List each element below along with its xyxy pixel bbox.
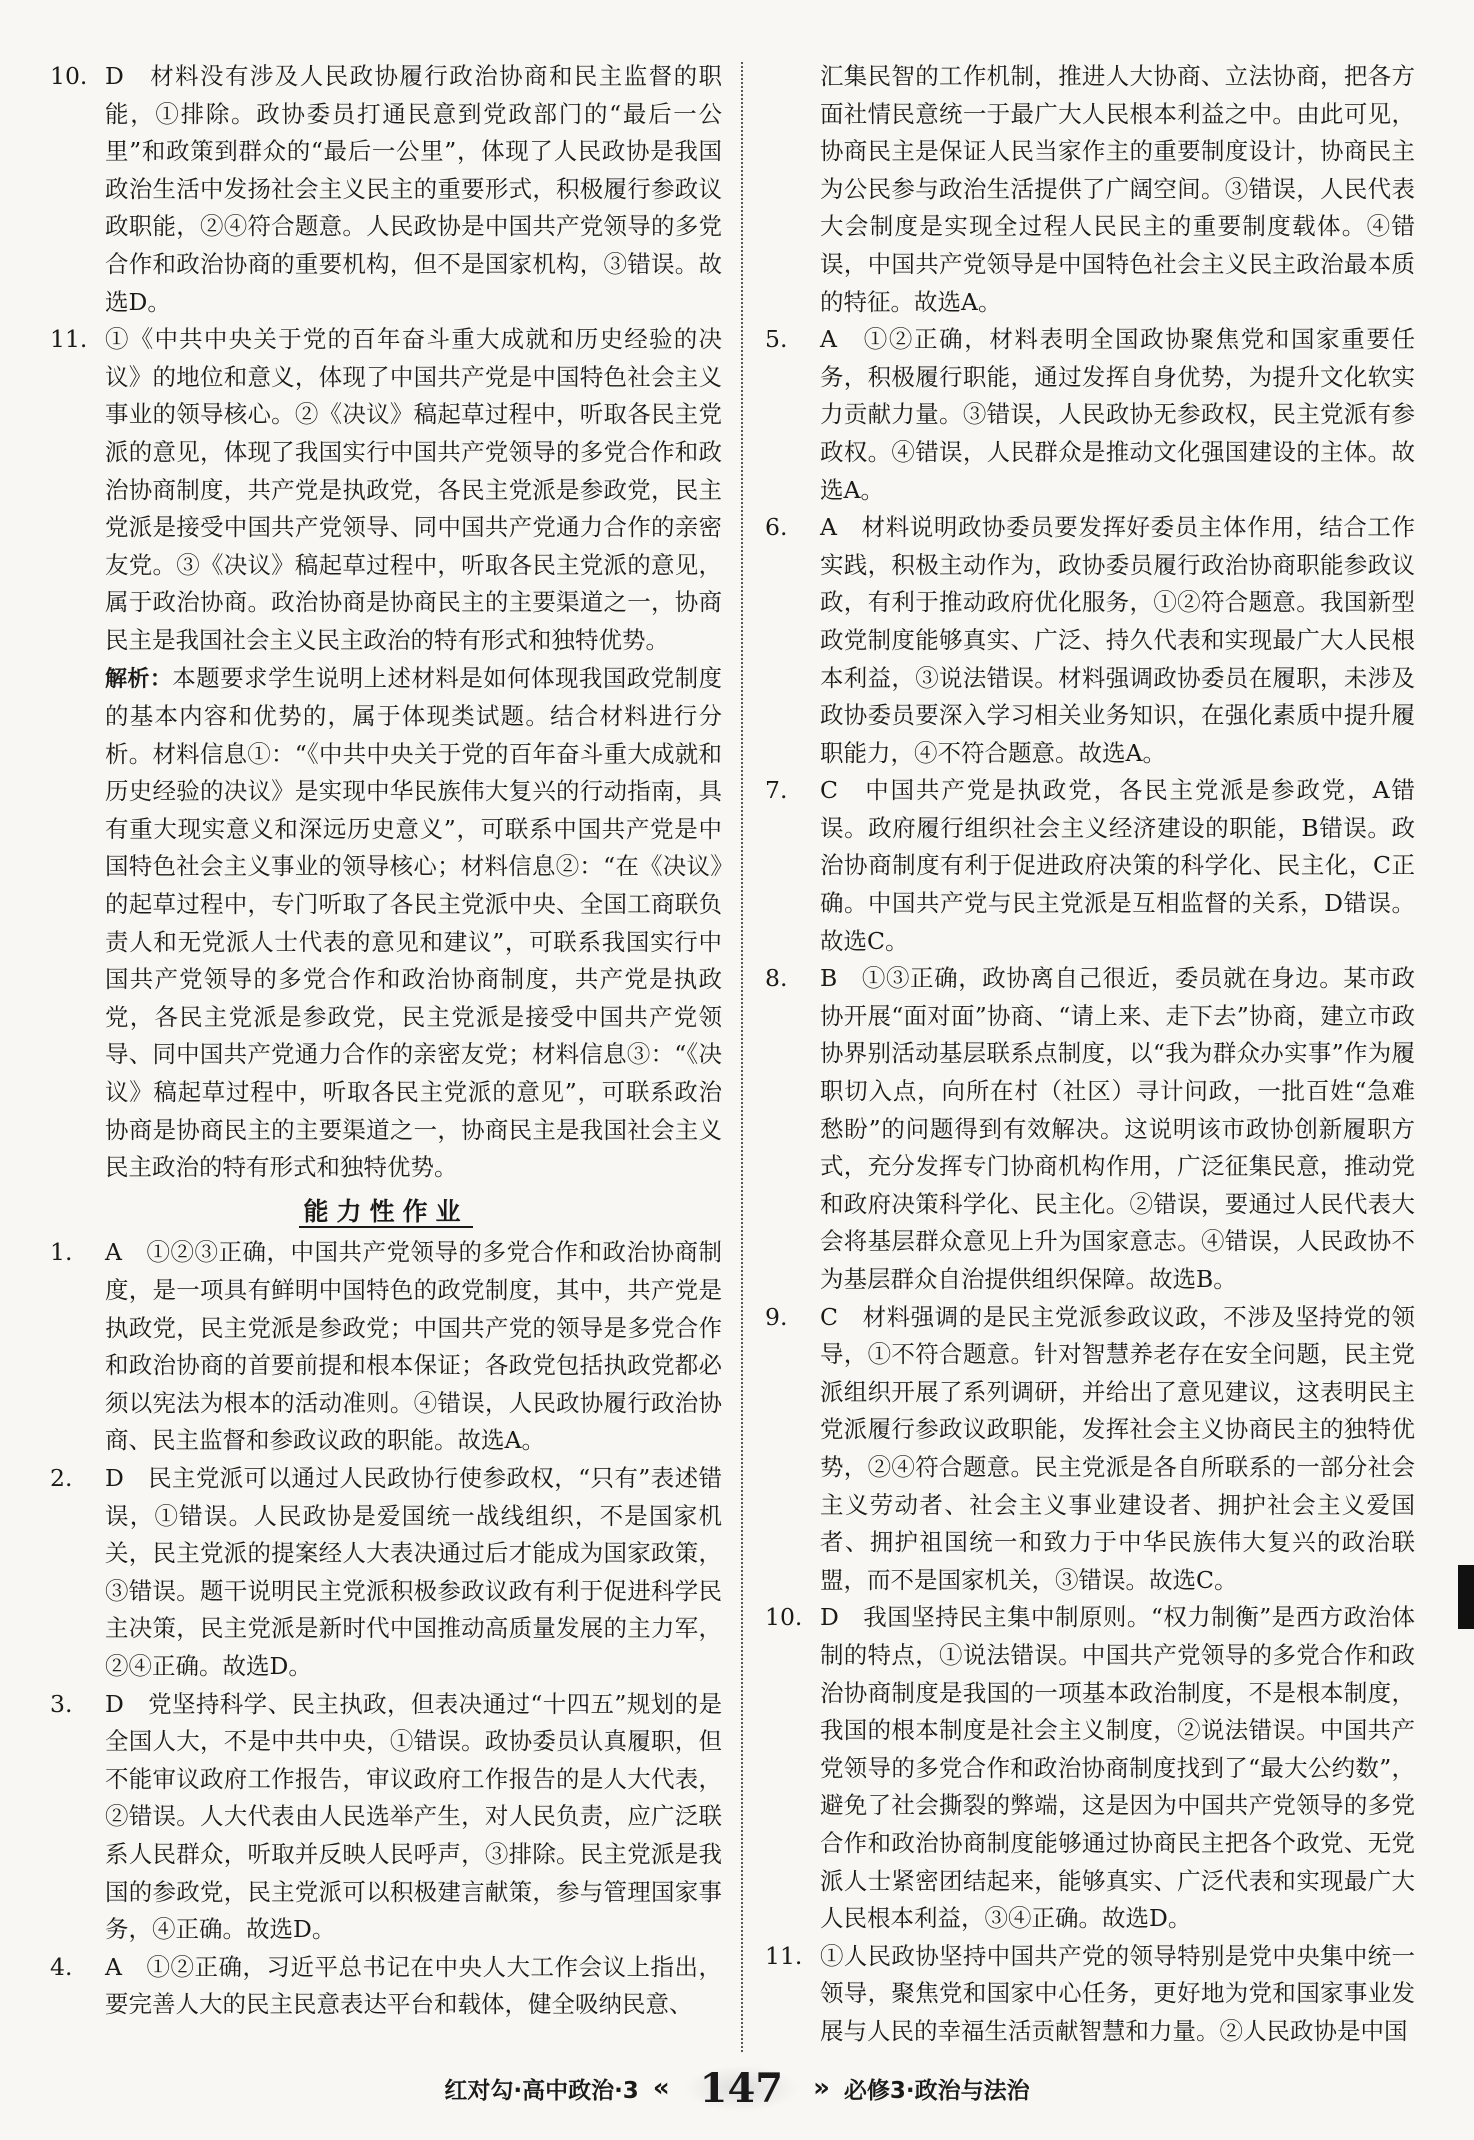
right-column — [765, 58, 1415, 2050]
answer-item — [50, 321, 722, 659]
item-text: D 党坚持科学、民主执政，但表决通过“十四五”规划的是全国人大，不是中共中央，①错误。政协委员认真履职，但不能审议政府工作报告，审议政府工作报告的是人大代表，②错误。人大代表由人民选举产生，对人民负责，应广泛联系人民群众，听取并反映人民呼声，③排除。民主党派是我国的参政党，民主党派可以积极建言献策，参与管理国家事务，④正确。故选D。 — [105, 1689, 722, 1944]
item-text: A ①②正确，习近平总书记在中央人大工作会议上指出，要完善人大的民主民意表达平台和载体，健全吸纳民意、 — [105, 1952, 722, 2019]
item-text: 汇集民智的工作机制，推进人大协商、立法协商，把各方面社情民意统一于最广大人民根本利益之中。由此可见，协商民主是保证人民当家作主的重要制度设计，协商民主为公民参与政治生活提供了广阔空间。③错误，人民代表大会制度是实现全过程人民民主的重要制度载体。④错误，中国共产党领导是中国特色社会主义民主政治最本质的特征。故选A。 — [820, 62, 1415, 316]
item-number: 11. — [50, 325, 88, 354]
item-number: 4. — [50, 1952, 73, 1981]
item-number: 2. — [50, 1463, 73, 1492]
answer-item-continued — [765, 58, 1415, 321]
page-number: 147 — [684, 2065, 800, 2112]
item-text: C 中国共产党是执政党，各民主党派是参政党，A错误。政府履行组织社会主义经济建设的职能，B错误。政治协商制度有利于促进政府决策的科学化、民主化，C正确。中国共产党与民主党派是互相监督的关系，D错误。故选C。 — [820, 776, 1415, 955]
item-number: 11. — [765, 1941, 803, 1970]
item-number: 5. — [765, 325, 788, 354]
item-number: 9. — [765, 1302, 788, 1331]
chevron-left-icon: « — [652, 2073, 670, 2103]
item-number: 1. — [50, 1238, 73, 1267]
answer-item — [765, 1599, 1415, 1937]
answer-item — [765, 960, 1415, 1298]
item-text: B ①③正确，政协离自己很近，委员就在身边。某市政协开展“面对面”协商、“请上来、走下去”协商，建立市政协界别活动基层联系点制度，以“我为群众办实事”作为履职切入点，向所在村（社区）寻计问政，一批百姓“急难愁盼”的问题得到有效解决。这说明该市政协创新履职方式，充分发挥专门协商机构作用，广泛征集民意，推动党和政府决策科学化、民主化。②错误，要通过人民代表大会将基层群众意见上升为国家意志。④错误，人民政协不为基层群众自治提供组织保障。故选B。 — [820, 964, 1415, 1293]
answer-item — [765, 1299, 1415, 1600]
item-number: 7. — [765, 776, 788, 805]
edge-tab-marker — [1458, 1565, 1474, 1629]
answer-item — [50, 1460, 722, 1686]
item-text: A 材料说明政协委员要发挥好委员主体作用，结合工作实践，积极主动作为，政协委员履行政治协商职能参政议政，有利于推动政府优化服务，①②符合题意。我国新型政党制度能够真实、广泛、持久代表和实现最广大人民根本利益，③说法错误。材料强调政协委员在履职，未涉及政协委员要深入学习相关业务知识，在强化素质中提升履职能力，④不符合题意。故选A。 — [820, 513, 1415, 767]
item-number: 10. — [765, 1603, 803, 1632]
page-footer — [0, 2058, 1474, 2118]
item-text: D 材料没有涉及人民政协履行政治协商和民主监督的职能，①排除。政协委员打通民意到党政部门的“最后一公里”和政策到群众的“最后一公里”，体现了人民政协是我国政治生活中发扬社会主义民主的重要形式，积极履行参政议政职能，②④符合题意。人民政协是中国共产党领导的多党合作和政治协商的重要机构，但不是国家机构，③错误。故选D。 — [105, 62, 722, 316]
section-title: 能力性作业 — [50, 1193, 722, 1231]
left-column — [50, 58, 722, 2024]
answer-item — [50, 1234, 722, 1460]
item-text: ①《中共中央关于党的百年奋斗重大成就和历史经验的决议》的地位和意义，体现了中国共产党是中国特色社会主义事业的领导核心。②《决议》稿起草过程中，听取各民主党派的意见，体现了我国实行中国共产党领导的多党合作和政治协商制度，共产党是执政党，各民主党派是参政党，民主党派是接受中国共产党领导、同中国共产党通力合作的亲密友党。③《决议》稿起草过程中，听取各民主党派的意见，属于政治协商。政治协商是协商民主的主要渠道之一，协商民主是我国社会主义民主政治的特有形式和独特优势。 — [105, 325, 722, 654]
footer-subject: 必修3·政治与法治 — [843, 2077, 1030, 2104]
item-text: C 材料强调的是民主党派参政议政，不涉及坚持党的领导，①不符合题意。针对智慧养老存在安全问题，民主党派组织开展了系列调研，并给出了意见建议，这表明民主党派履行参政议政职能，发挥社会主义协商民主的独特优势，②④符合题意。民主党派是各自所联系的一部分社会主义劳动者、社会主义事业建设者、拥护社会主义爱国者、拥护祖国统一和致力于中华民族伟大复兴的政治联盟，而不是国家机关，③错误。故选C。 — [820, 1302, 1415, 1594]
item-text: ①人民政协坚持中国共产党的领导特别是党中央集中统一领导，聚焦党和国家中心任务，更好地为党和国家事业发展与人民的幸福生活贡献智慧和力量。②人民政协是中国 — [820, 1941, 1415, 2045]
item-number: 3. — [50, 1689, 73, 1718]
chevron-right-icon: » — [813, 2073, 830, 2103]
analysis-block — [50, 660, 722, 1187]
analysis-label: 解析： — [105, 666, 173, 692]
column-divider — [741, 62, 743, 2052]
item-number: 10. — [50, 62, 88, 90]
answer-item — [765, 772, 1415, 960]
answer-item — [765, 1938, 1415, 2051]
item-text: A ①②③正确，中国共产党领导的多党合作和政治协商制度，是一项具有鲜明中国特色的政党制度，其中，共产党是执政党，民主党派是参政党；中国共产党的领导是多党合作和政治协商的首要前提和根本保证；各政党包括执政党都必须以宪法为根本的活动准则。④错误，人民政协履行政治协商、民主监督和参政议政的职能。故选A。 — [105, 1238, 722, 1455]
answer-item — [50, 58, 722, 321]
answer-item — [765, 321, 1415, 509]
analysis-text: 本题要求学生说明上述材料是如何体现我国政党制度的基本内容和优势的，属于体现类试题。结合材料进行分析。材料信息①：“《中共中央关于党的百年奋斗重大成就和历史经验的决议》是实现中华民族伟大复兴的行动指南，具有重大现实意义和深远历史意义”，可联系中国共产党是中国特色社会主义事业的领导核心；材料信息②：“在《决议》的起草过程中，专门听取了各民主党派中央、全国工商联负责人和无党派人士代表的意见和建议”，可联系我国实行中国共产党领导的多党合作和政治协商制度，共产党是执政党，各民主党派是参政党，民主党派是接受中国共产党领导、同中国共产党通力合作的亲密友党；材料信息③：“《决议》稿起草过程中，听取各民主党派的意见”，可联系政治协商是协商民主的主要渠道之一，协商民主是我国社会主义民主政治的特有形式和独特优势。 — [105, 663, 722, 1182]
item-number: 8. — [765, 964, 788, 993]
answer-item — [50, 1686, 722, 1949]
footer-book-title: 红对勾·高中政治·3 — [444, 2077, 639, 2104]
item-text: A ①②正确，材料表明全国政协聚焦党和国家重要任务，积极履行职能，通过发挥自身优势，为提升文化软实力贡献力量。③错误，人民政协无参政权，民主党派有参政权。④错误，人民群众是推动文化强国建设的主体。故选A。 — [820, 325, 1415, 504]
item-text: D 我国坚持民主集中制原则。“权力制衡”是西方政治体制的特点，①说法错误。中国共产党领导的多党合作和政治协商制度是我国的一项基本政治制度，不是根本制度，我国的根本制度是社会主义制度，②说法错误。中国共产党领导的多党合作和政治协商制度找到了“最大公约数”，避免了社会撕裂的弊端，这是因为中国共产党领导的多党合作和政治协商制度能够通过协商民主把各个政党、无党派人士紧密团结起来，能够真实、广泛代表和实现最广大人民根本利益，③④正确。故选D。 — [820, 1603, 1415, 1933]
answer-item — [50, 1949, 722, 2024]
item-text: D 民主党派可以通过人民政协行使参政权，“只有”表述错误，①错误。人民政协是爱国统一战线组织，不是国家机关，民主党派的提案经人大表决通过后才能成为国家政策，③错误。题干说明民主党派积极参政议政有利于促进科学民主决策，民主党派是新时代中国推动高质量发展的主力军，②④正确。故选D。 — [105, 1463, 722, 1680]
item-number: 6. — [765, 513, 788, 542]
answer-item — [765, 509, 1415, 772]
